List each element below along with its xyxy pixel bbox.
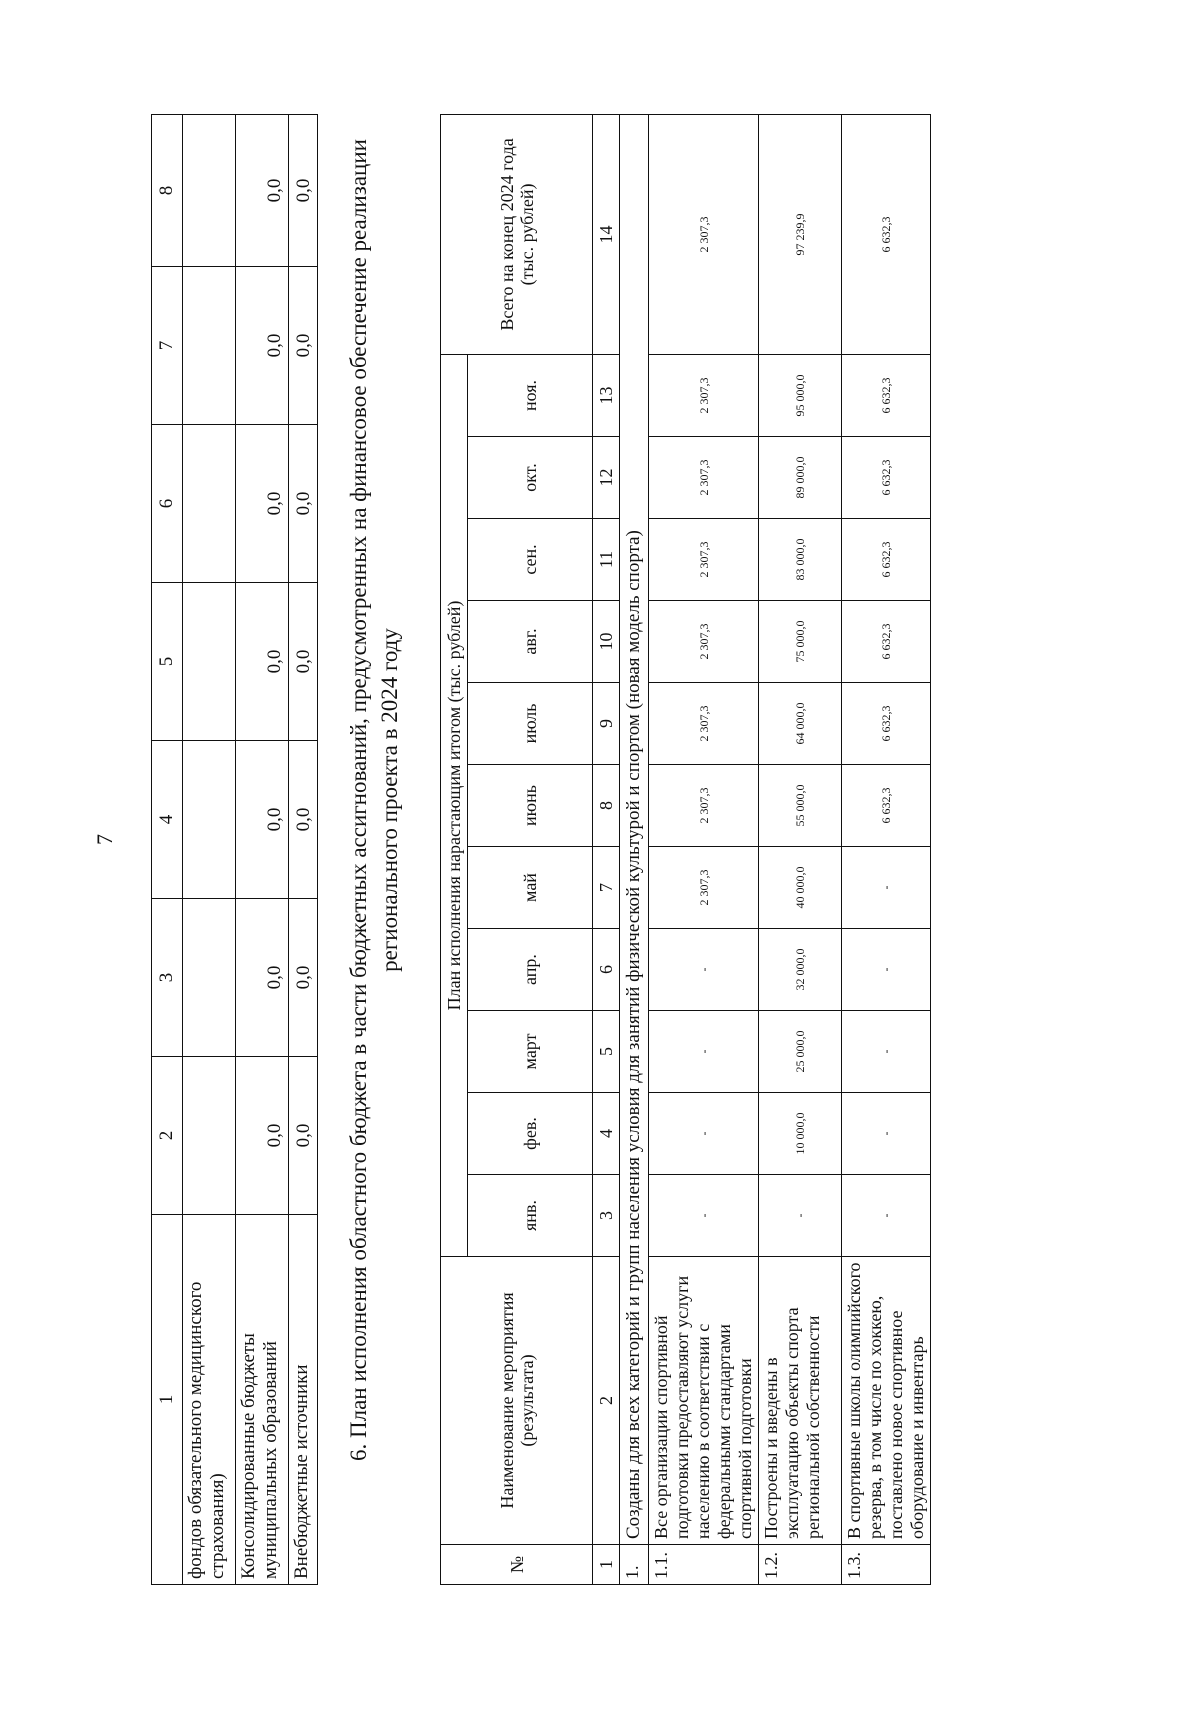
row-label: Все организации спортивной подготовки предоставляют услуги населению в соответствии с федеральными стандартами спортивной подготовки <box>649 1257 759 1545</box>
cell: - <box>649 1011 759 1093</box>
column-index: 7 <box>593 847 620 929</box>
cell: 6 632,3 <box>842 765 931 847</box>
cell: - <box>842 1093 931 1175</box>
row-number: 1.1. <box>649 1545 759 1585</box>
month-header: сен. <box>468 519 593 601</box>
cell: 64 000,0 <box>759 683 842 765</box>
month-header: март <box>468 1011 593 1093</box>
cell: 0,0 <box>289 115 318 267</box>
header-cell: 7 <box>152 267 183 425</box>
cell: 6 632,3 <box>842 601 931 683</box>
cell: 40 000,0 <box>759 847 842 929</box>
row-label: Построены и введены в эксплуатацию объекты спорта региональной собственности <box>759 1257 842 1545</box>
cell <box>183 583 236 741</box>
table-row <box>649 114 759 1584</box>
table-header-row <box>152 115 183 1585</box>
row-label: Консолидированные бюджеты муниципальных образований <box>236 1215 289 1585</box>
row-number: 1.2. <box>759 1545 842 1585</box>
column-index: 13 <box>593 354 620 436</box>
column-index: 14 <box>593 114 620 354</box>
cell: - <box>842 1011 931 1093</box>
column-index: 5 <box>593 1011 620 1093</box>
cell: 6 632,3 <box>842 683 931 765</box>
column-index: 9 <box>593 683 620 765</box>
cell: - <box>649 929 759 1011</box>
cell <box>183 899 236 1057</box>
column-index: 3 <box>593 1175 620 1257</box>
column-index: 2 <box>593 1257 620 1545</box>
column-index-row <box>593 114 620 1584</box>
cell: 6 632,3 <box>842 437 931 519</box>
cell: 2 307,3 <box>649 765 759 847</box>
total-cell: 2 307,3 <box>649 114 759 354</box>
month-header: апр. <box>468 929 593 1011</box>
header-cell: 1 <box>152 1215 183 1585</box>
column-index: 12 <box>593 437 620 519</box>
section-number: 1. <box>620 1545 649 1585</box>
cell: - <box>842 847 931 929</box>
cell: 2 307,3 <box>649 437 759 519</box>
cell: 2 307,3 <box>649 519 759 601</box>
cell: 0,0 <box>236 425 289 583</box>
cell: 0,0 <box>236 267 289 425</box>
header-cell: 3 <box>152 899 183 1057</box>
name-column-header: Наименование мероприятия (результата) <box>441 1257 593 1545</box>
column-index: 11 <box>593 519 620 601</box>
cell: 32 000,0 <box>759 929 842 1011</box>
cell: 0,0 <box>289 1057 318 1215</box>
month-header: авг. <box>468 601 593 683</box>
cell <box>183 1057 236 1215</box>
plan-column-header: План исполнения нарастающим итогом (тыс. рублей) <box>441 354 468 1256</box>
cell: 0,0 <box>236 899 289 1057</box>
month-header: июль <box>468 683 593 765</box>
cell: 0,0 <box>289 899 318 1057</box>
header-cell: 8 <box>152 115 183 267</box>
number-column-header: № <box>441 1545 593 1585</box>
table-row <box>236 115 289 1585</box>
section-heading: Созданы для всех категорий и групп населения условия для занятий физической культурой и спортом (новая модель спорта) <box>620 114 649 1544</box>
row-number: 1.3. <box>842 1545 931 1585</box>
table-header-row <box>441 114 468 1584</box>
column-index: 8 <box>593 765 620 847</box>
month-header: ноя. <box>468 354 593 436</box>
cell: - <box>649 1093 759 1175</box>
header-cell: 4 <box>152 741 183 899</box>
month-header: май <box>468 847 593 929</box>
cell: 2 307,3 <box>649 847 759 929</box>
table-row <box>842 114 931 1584</box>
cell: 0,0 <box>289 583 318 741</box>
cell: 0,0 <box>289 267 318 425</box>
cell: 6 632,3 <box>842 354 931 436</box>
cell: 95 000,0 <box>759 354 842 436</box>
header-cell: 2 <box>152 1057 183 1215</box>
cell: 2 307,3 <box>649 601 759 683</box>
cell: 10 000,0 <box>759 1093 842 1175</box>
cell: 0,0 <box>289 425 318 583</box>
cell: 2 307,3 <box>649 683 759 765</box>
month-header: июнь <box>468 765 593 847</box>
month-header: окт. <box>468 437 593 519</box>
total-column-header: Всего на конец 2024 года (тыс. рублей) <box>441 114 593 354</box>
total-cell: 97 239,9 <box>759 114 842 354</box>
table-row <box>183 115 236 1585</box>
row-label: Внебюджетные источники <box>289 1215 318 1585</box>
cell: 0,0 <box>236 741 289 899</box>
page-number: 7 <box>92 834 117 845</box>
month-header: фев. <box>468 1093 593 1175</box>
budget-plan-table <box>440 114 931 1585</box>
cell: 83 000,0 <box>759 519 842 601</box>
cell: 0,0 <box>236 115 289 267</box>
cell: 0,0 <box>289 741 318 899</box>
cell: 25 000,0 <box>759 1011 842 1093</box>
cell: 75 000,0 <box>759 601 842 683</box>
column-index: 10 <box>593 601 620 683</box>
cell: 6 632,3 <box>842 519 931 601</box>
column-index: 4 <box>593 1093 620 1175</box>
cell: 0,0 <box>236 1057 289 1215</box>
column-index: 1 <box>593 1545 620 1585</box>
cell: 0,0 <box>236 583 289 741</box>
funding-sources-table <box>151 114 318 1585</box>
cell <box>183 425 236 583</box>
cell: - <box>759 1175 842 1257</box>
column-index: 6 <box>593 929 620 1011</box>
cell <box>183 741 236 899</box>
cell <box>183 115 236 267</box>
section-title: 6. План исполнения областного бюджета в части бюджетных ассигнований, предусмотренных на финансовое обеспечение реализации регионального проекта в 2024 году <box>346 139 402 1461</box>
row-label: фондов обязательного медицинского страхования) <box>183 1215 236 1585</box>
month-header: янв. <box>468 1175 593 1257</box>
cell: - <box>649 1175 759 1257</box>
cell <box>183 267 236 425</box>
table-row <box>289 115 318 1585</box>
table-row <box>759 114 842 1584</box>
cell: 2 307,3 <box>649 354 759 436</box>
header-cell: 5 <box>152 583 183 741</box>
cell: - <box>842 929 931 1011</box>
total-cell: 6 632,3 <box>842 114 931 354</box>
cell: - <box>842 1175 931 1257</box>
section-row <box>620 114 649 1584</box>
cell: 89 000,0 <box>759 437 842 519</box>
header-cell: 6 <box>152 425 183 583</box>
row-label: В спортивные школы олимпийского резерва, в том числе по хоккею, поставлено новое спортивное оборудование и инвентарь <box>842 1257 931 1545</box>
cell: 55 000,0 <box>759 765 842 847</box>
